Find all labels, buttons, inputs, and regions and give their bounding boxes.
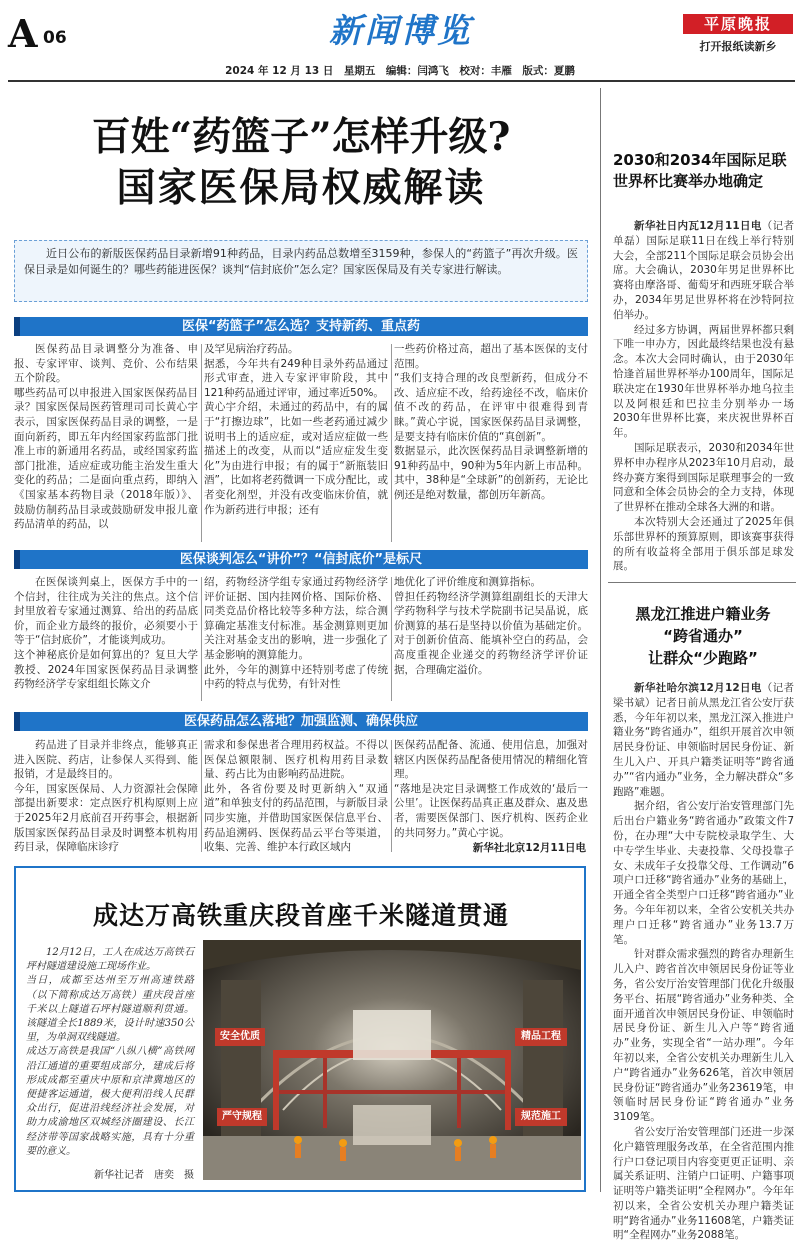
section-title-3: 医保药品怎么落地？加强监测、确保供应 xyxy=(183,714,418,729)
tunnel-sign-2: 严守规程 xyxy=(217,1108,267,1126)
tunnel-photo xyxy=(203,940,581,1180)
story1-para-text: 国际足联11日在线上举行特别大会，全部211个国际足联会员协会出席。大会确认，2030年男足世界杯比赛将由摩洛哥、葡萄牙和西班牙联合举办，2034年男足世界杯将在沙特阿拉伯举办。 xyxy=(613,234,794,321)
s2-col3: 地优化了评价维度和测算指标。 曾担任药物经济学测算组副组长的天津大学药物科学与技术学院副书记吴晶说，底价测算的基石是坚持以价值为基础定价。对于创新价值高、能填补空白的药品，会高度重视企业递交的药物经济学评价证据，合理确定溢价。 xyxy=(394,576,588,676)
dateline: 2024 年 12 月 13 日 星期五 编辑：闫鸿飞 校对：丰雁 版式：夏鹏 xyxy=(225,65,575,77)
section-title: 新闻博览 xyxy=(329,11,473,50)
story1-lead-note: （记者 单磊） xyxy=(613,220,794,247)
sidebar-rule xyxy=(608,582,796,583)
col-divider xyxy=(391,344,392,542)
tunnel-credit: 新华社记者 唐奕 摄 xyxy=(94,1170,194,1181)
main-byline: 新华社北京12月11日电 xyxy=(472,842,586,854)
col-divider xyxy=(201,344,202,542)
sidebar-story2-title-3: 让群众“少跑路” xyxy=(648,649,758,667)
s2-col1: 在医保谈判桌上，医保方手中的一个信封，往往成为关注的焦点。这个信封里放着专家通过测算、给出的药品底价，而企业方最终的报价，必须要小于等于“信封底价”，才能谈判成功。 这个神秘底价是如何算出的？复旦大学教授、2024年国家医保药品目录调整药物经济学专家组组长陈文介 xyxy=(14,576,198,691)
section-title-2: 医保谈判怎么“讲价”？“信封底价”是标尺 xyxy=(179,552,423,567)
col-divider xyxy=(201,740,202,852)
tunnel-sign-4: 精品工程 xyxy=(515,1028,567,1046)
story2-para xyxy=(613,681,794,799)
header-rule xyxy=(8,80,795,82)
story2-para: 据介绍，省公安厅治安管理部门先后出台户籍业务“跨省通办”政策文件7份，在办理“大中专院校录取学生、大中专学生毕业、夫妻投靠、父母投靠子女、未成年子女投靠父母、工作调动”6项户口迁移“跨省通办”业务的基础上，开通全省全类型户口迁移“跨省通办”业务。今年年初以来，全省公安机关共办理户口迁移“跨省通办”业务13.7万笔。 xyxy=(613,800,794,946)
story1-para: 本次特别大会还通过了2025年俱乐部世界杯的预算原则，即该赛事获得的所有收益将全部用于俱乐部足球发展。 xyxy=(613,515,794,573)
main-headline-line2: 国家医保局权威解读 xyxy=(116,165,486,211)
section-mark xyxy=(14,712,20,731)
slogan: 打开报纸读新乡 xyxy=(699,40,777,53)
story2-lead-note: （记者 梁书斌） xyxy=(613,682,794,709)
sidebar-story2-title-1: 黑龙江推进户籍业务 xyxy=(635,605,771,623)
s1-col3: 一些药价格过高，超出了基本医保的支付范围。 “我们支持合理的改良型新药，但成分不改、适应症不改，给药途径不改，临床价值不改的药品，在评审中很难得到青睐。”黄心宇说，国家医保药品目录调整，是要支持有临床价值的“真创新”。 数据显示，此次医保药品目录调整新增的91种药品中，90种为5年内新上市品种。其中，38种是“全球新”的创新药，无论比例还是绝对数量，都创历年新高。 xyxy=(394,343,588,501)
s3-col1: 药品进了目录并非终点，能够真正进入医院、药店，让参保人买得到、能报销，才是最终目的。 今年，国家医保局、人力资源社会保障部提出新要求：定点医疗机构原则上应于2025年2月底前召开药事会，根据新版国家医保药品目录及时调整本机构用药目录，保障临床诊疗 xyxy=(14,739,198,854)
sidebar-story1-body xyxy=(613,219,794,579)
story2-para-text: 记者日前从黑龙江省公安厅获悉，今年年初以来，黑龙江深入推进户籍业务“跨省通办”，组织开展首次申领居民身份证、申领临时居民身份证、新生儿入户、开具户籍类证明等“跨省通办”“省内通办”业务，全力解决群众“多跑路”难题。 xyxy=(613,696,794,798)
sidebar-story2-body xyxy=(613,681,794,1242)
s1-col2: 及罕见病治疗药品。 据悉，今年共有249种目录外药品通过形式审查，进入专家评审阶段，其中121种药品通过评审，通过率近50%。 黄心宇介绍，未通过的药品中，有的属于“打擦边球”，比如一些老药通过减少说明书上的适应症，或对适应症做一些描述上的改变，从而以“适应症发生变化”为由进行申报；有的属于“新瓶装旧酒”，比如将老药微调一下成分配比，或者变化剂型，并没有改变临床价值，就作为新药进行申报；还有 xyxy=(204,343,388,516)
newspaper-logo: 平原晚报 xyxy=(703,15,772,33)
s3-col3: 医保药品配备、流通、使用信息，加强对辖区内医保药品配备使用情况的精细化管理。 “落地是决定目录调整工作成效的‘最后一公里’。让医保药品真正惠及群众、惠及患者，需要医保部门、医疗机构、医药企业的共同努力。”黄心宇说。 xyxy=(394,739,588,839)
sidebar-divider xyxy=(600,88,601,1192)
page-number: 06 xyxy=(43,28,67,48)
intro-text: 近日公布的新版医保药品目录新增91种药品，目录内药品总数增至3159种，参保人的“药篮子”再次升级。医保目录是如何诞生的？哪些药能进医保？谈判“信封底价”怎么定？国家医保局及有关专家进行解读。 xyxy=(24,247,578,276)
sidebar-story1-title: 2030和2034年国际足联世界杯比赛举办地确定 xyxy=(613,151,787,190)
main-headline-line1: 百姓“药篮子”怎样升级? xyxy=(91,114,511,160)
sidebar-story2-title-2: “跨省通办” xyxy=(663,627,743,645)
tunnel-headline: 成达万高铁重庆段首座千米隧道贯通 xyxy=(92,901,509,930)
story2-para: 省公安厅治安管理部门还进一步深化户籍管理服务改革，在全省范围内推行户口登记项目内容变更更正证明、亲属关系证明、注销户口证明、户籍事项证明等户籍类证明“全程网办”。今年年初以来，全省公安机关办理户籍类证明“跨省通办”业务11608笔，户籍类证明“全程网办”业务2088笔。 xyxy=(613,1125,794,1242)
s2-col2: 绍，药物经济学组专家通过药物经济学评价证据、国内挂网价格、国际价格、同类竞品价格比较等多种方法，综合测算确定基准支付标准。基金测算则更加关注对基金支出的影响，进一步强化了基金影响的测算能力。 此外，今年的测算中还特别考虑了传统中药的特点与优势，有针对性 xyxy=(204,576,388,691)
section-bar-2 xyxy=(14,550,588,569)
story2-lead: 新华社哈尔滨12月12日电 xyxy=(634,682,762,694)
tunnel-photo-svg xyxy=(203,940,581,1180)
page-header xyxy=(0,0,803,77)
story1-lead: 新华社日内瓦12月11日电 xyxy=(634,220,762,232)
story1-para: 经过多方协调，两届世界杯都只剩下唯一申办方，因此最终结果也没有悬念。本次大会同时确认，由于2030年恰逢首届世界杯举办100周年，国际足联决定在1930年世界杯举办地乌拉圭以及阿根廷和巴拉圭分别举办一场2030年世界杯比赛，来庆祝世界杯百年。 xyxy=(613,323,794,440)
tunnel-caption: 12月12日，工人在成达万高铁石坪村隧道建设施工现场作业。 当日，成都至达州至万州高速铁路（以下简称成达万高铁）重庆段首座千米以上隧道石坪村隧道顺利贯通。该隧道全长1889米，设计时速350公里，为单洞双线隧道。 成达万高铁是我国“八纵八横”高铁网沿江通道的重要组成部分，建成后将形成成都至重庆中原和京津冀地区的便捷客运通道，极大便利沿线人民群众出行，促进沿线经济社会发展，对助力成渝地区双城经济圈建设、长江经济带等国家战略实施，具有十分重要的意义。 xyxy=(26,947,194,1157)
col-divider xyxy=(391,577,392,701)
section-mark xyxy=(14,317,20,336)
story2-para: 针对群众需求强烈的跨省办理新生儿入户、跨省首次申领居民身份证等业务，省公安厅治安管理部门优化升级服务平台、拓展“跨省通办”业务种类、全面开通首次申领居民身份证、申领临时居民身份证、新生儿入户等“跨省通办”业务，实现全省“一站办理”。今年年初以来，全省公安机关办理新生儿入户“跨省通办”业务626笔，首次申领居民身份证“跨省通办”业务23619笔，申领临时居民身份证“跨省通办”业务3109笔。 xyxy=(613,948,794,1124)
section-title-1: 医保“药篮子”怎么选？支持新药、重点药 xyxy=(181,319,421,334)
col-divider xyxy=(201,577,202,701)
s1-col1: 医保药品目录调整分为准备、申报、专家评审、谈判、竞价、公布结果五个阶段。 哪些药品可以申报进入国家医保药品目录？国家医保局医药管理司司长黄心宇表示，国家医保药品目录的调整，一是面向新药，即五年内经国家药监部门批准上市的新通用名药品，或经国家药监部门批准，适应症或功能主治发生重大变化的药品；二是面向重点药，即纳入《国家基本药物目录（2018年版）》、鼓励仿制药品目录或鼓励研发申报儿童药品清单的药品，以 xyxy=(14,343,198,531)
section-bar-3 xyxy=(14,712,588,731)
story1-para xyxy=(613,219,794,323)
col-divider xyxy=(391,740,392,852)
tunnel-sign-1: 安全优质 xyxy=(215,1028,265,1046)
story1-para: 国际足联表示，2030和2034年世界杯申办程序从2023年10月启动，最终办赛方案得到国际足联理事会的一致同意和全体会员协会的全力支持，体现了世界杯在推动全球各大洲的和谐。 xyxy=(613,441,794,514)
section-mark xyxy=(14,550,20,569)
page-letter: A xyxy=(8,11,38,56)
tunnel-sign-3: 规范施工 xyxy=(515,1108,567,1126)
s3-col2: 需求和参保患者合理用药权益。不得以医保总额限制、医疗机构用药目录数量、药占比为由影响药品进院。 此外，各省份要及时更新纳入“双通道”和单独支付的药品范围，与新版目录同步实施，并借助国家医保信息平台、药品追溯码、医保药品云平台等渠道，收集、完善、维护本行政区域内 xyxy=(204,739,388,854)
section-bar-1 xyxy=(14,317,588,336)
